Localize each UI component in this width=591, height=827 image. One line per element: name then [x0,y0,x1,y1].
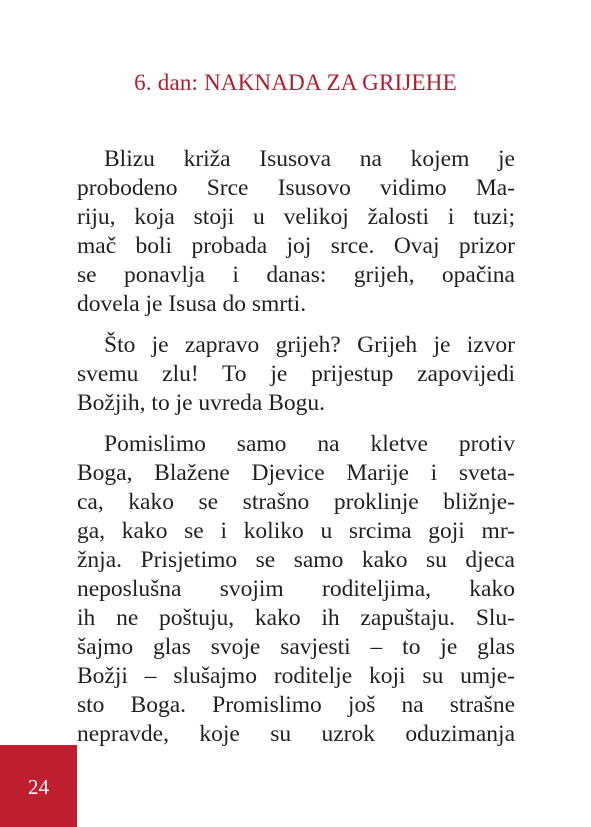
paragraph-spacer [77,319,515,331]
text-line: ih ne poštuju, kako ih zapuštaju. Slu- [77,605,515,631]
chapter-title: 6. dan: NAKNADA ZA GRIJEHE [134,70,457,95]
text-line: Blizu križa Isusova na kojem je [104,146,515,172]
paragraph-1 [77,145,515,319]
text-line: ca, kako se strašno proklinje bližnje- [77,489,515,515]
text-line: Pomislimo samo na kletve protiv [104,431,515,457]
body-text [77,145,515,749]
text-line: Boga, Blažene Djevice Marije i sveta- [77,460,515,486]
text-line: svemu zlu! To je prijestup zapovijedi [77,361,515,387]
text-line: neposlušna svojim roditeljima, kako [77,576,515,602]
text-line: Božji – slušajmo roditelje koji su umje- [77,663,515,689]
text-line: mač boli probada joj srce. Ovaj prizor [77,233,515,259]
text-line: šajmo glas svoje savjesti – to je glas [77,634,515,660]
text-line: dovela je Isusa do smrti. [77,291,307,317]
page-number: 24 [28,775,49,799]
text-line: se ponavlja i danas: grijeh, opačina [77,262,515,288]
text-line: žnja. Prisjetimo se samo kako su djeca [77,547,515,573]
page-number-badge [0,745,77,827]
paragraph-spacer [77,418,515,430]
paragraph-3 [77,430,515,749]
text-line: ga, kako se i koliko u srcima goji mr- [77,518,515,544]
text-line: nepravde, koje su uzrok oduzimanja [77,721,515,747]
paragraph-2 [77,331,515,418]
text-line: Božjih, to je uvreda Bogu. [77,390,326,416]
text-line: probodeno Srce Isusovo vidimo Ma- [77,175,515,201]
text-line: riju, koja stoji u velikoj žalosti i tuzi; [77,204,515,230]
text-line: Što je zapravo grijeh? Grijeh je izvor [104,332,515,358]
text-line: sto Boga. Promislimo još na strašne [77,692,515,718]
